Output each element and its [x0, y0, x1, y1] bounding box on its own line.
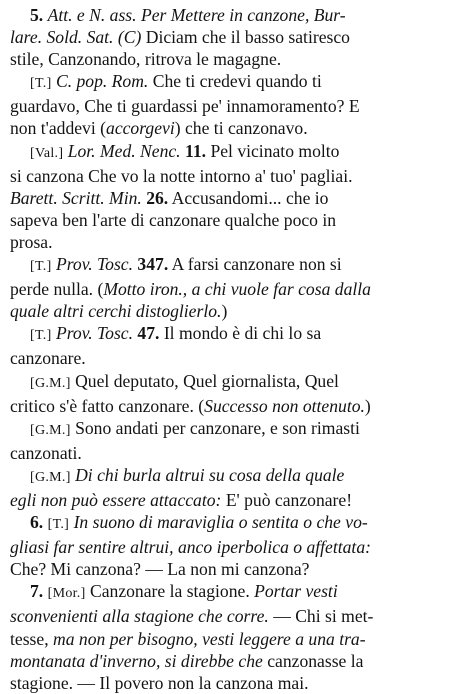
text-line [10, 417, 464, 442]
quote-text: E' può canzonare! [225, 489, 353, 510]
source-abbr: Lor. Med. Nenc. [67, 140, 181, 161]
gloss-text: Motto iron., a chi vuole far cosa dalla [103, 279, 371, 300]
quote-text: Sono andati per canzonare, e son rimasti [75, 417, 360, 438]
entry-paragraph-7 [10, 580, 464, 693]
quote-text: ) che ti canzonavo. [174, 118, 308, 139]
text-line: guardavo, Che ti guardassi pe' innamoramento? E [10, 96, 360, 117]
text-line [10, 187, 464, 209]
editor-tag: [T.] [30, 76, 52, 92]
entry-paragraph [10, 253, 464, 322]
entry-paragraph [10, 464, 464, 511]
usage-abbr: Att. e N. ass. [47, 5, 137, 25]
quote-text: critico s'è fatto canzonare. ( [10, 395, 205, 416]
text-line [10, 628, 464, 650]
source-mark: (C) [117, 27, 142, 48]
text-line: canzonare. [10, 348, 86, 369]
definition-text: lare. [10, 27, 43, 48]
text-line [10, 511, 464, 536]
gloss-text: quale altri cerchi distoglierlo. [10, 301, 222, 322]
text-line [10, 322, 464, 347]
source-abbr: C. pop. Rom. [55, 71, 149, 92]
quote-text: A farsi canzonare non si [171, 254, 342, 275]
entry-paragraph [10, 417, 464, 464]
text-line [10, 370, 464, 395]
gloss-text: Successo non ottenuto. [204, 395, 365, 416]
editor-tag: [G.M.] [30, 375, 71, 391]
quote-text: canzonasse la [267, 650, 364, 671]
source-number: 26. [146, 187, 169, 208]
editor-tag: [Mor.] [47, 586, 86, 602]
text-line [10, 4, 464, 26]
text-line [10, 464, 464, 489]
gloss-text: ma non per bisogno, vesti leggere a una tra- [53, 628, 366, 649]
text-line: stagione. — Il povero non la canzona mai. [10, 672, 309, 693]
text-line: stile, Canzonando, ritrova le magagne. [10, 49, 282, 70]
quote-text: tesse, [10, 628, 49, 649]
editor-tag: [T.] [30, 328, 52, 344]
text-line [10, 536, 464, 558]
entry-paragraph [10, 70, 464, 139]
quote-text: — Chi si met- [273, 606, 374, 627]
quote-text: ) [221, 301, 228, 322]
editor-tag: [Val.] [30, 145, 64, 161]
entry-paragraph [10, 322, 464, 369]
editor-tag: [T.] [30, 259, 52, 275]
gloss-text: egli non può essere attaccato: [10, 489, 222, 510]
text-line: si canzona Che vo la notte intorno a' tuo' pagliai. [10, 165, 353, 186]
gloss-text: accorgevi [106, 118, 175, 139]
sense-number: 7. [30, 581, 44, 602]
quote-text: ) [364, 395, 371, 416]
quote-text: Accusandomi... che io [171, 187, 329, 208]
source-abbr: Sold. Sat. [46, 27, 114, 48]
entry-paragraph [10, 140, 464, 253]
text-line [10, 117, 464, 139]
text-line: canzonati. [10, 442, 82, 463]
source-number: 47. [137, 323, 160, 344]
editor-tag: [G.M.] [30, 422, 71, 438]
gloss-text: montanata d'inverno, si direbbe che [10, 650, 263, 671]
source-number: 347. [137, 254, 169, 275]
quote-text: perde nulla. ( [10, 279, 104, 300]
text-line [10, 26, 464, 48]
text-line [10, 253, 464, 278]
gloss-text: sconvenienti alla stagione che corre. [10, 606, 269, 627]
quote-text: non t'addevi ( [10, 118, 107, 139]
source-abbr: Prov. Tosc. [55, 323, 134, 344]
text-line [10, 70, 464, 95]
gloss-text: gliasi far sentire altrui, anco iperbolica o affettata: [10, 537, 371, 558]
text-line [10, 605, 464, 627]
quote-text: Diciam che il basso satiresco [145, 27, 350, 48]
source-abbr: Barett. Scritt. Min. [10, 187, 142, 208]
text-line: Che? Mi canzona? — La non mi canzona? [10, 559, 310, 580]
quote-text: Pel vicinato molto [210, 140, 340, 161]
text-line [10, 489, 464, 511]
text-line [10, 140, 464, 165]
quote-text: Canzonare la stagione. [89, 581, 250, 602]
text-line: sapeva ben l'arte di canzonare qualche poco in [10, 209, 337, 230]
quote-text: Che ti credevi quando ti [152, 71, 322, 92]
gloss-text: In suono di maraviglia o sentita o che vo- [73, 512, 368, 533]
editor-tag: [G.M.] [30, 469, 71, 485]
entry-paragraph [10, 370, 464, 417]
text-line [10, 278, 464, 300]
gloss-text: Di chi burla altrui su cosa della quale [75, 464, 345, 485]
entry-paragraph-5 [10, 4, 464, 70]
quote-text: Quel deputato, Quel giornalista, Quel [75, 370, 339, 391]
entry-paragraph-6 [10, 511, 464, 580]
sense-number: 6. [30, 512, 44, 533]
source-number: 11. [185, 140, 207, 161]
quote-text: Il mondo è di chi lo sa [163, 323, 322, 344]
editor-tag: [T.] [47, 517, 70, 533]
text-line [10, 395, 464, 417]
text-line [10, 650, 464, 672]
source-abbr: Prov. Tosc. [55, 254, 134, 275]
definition-text: Per Mettere in canzone, Bur- [140, 5, 346, 25]
text-line [10, 580, 464, 605]
text-line: prosa. [10, 231, 53, 252]
text-line [10, 300, 464, 322]
sense-number: 5. [30, 5, 44, 25]
gloss-text: Portar vesti [254, 581, 338, 602]
